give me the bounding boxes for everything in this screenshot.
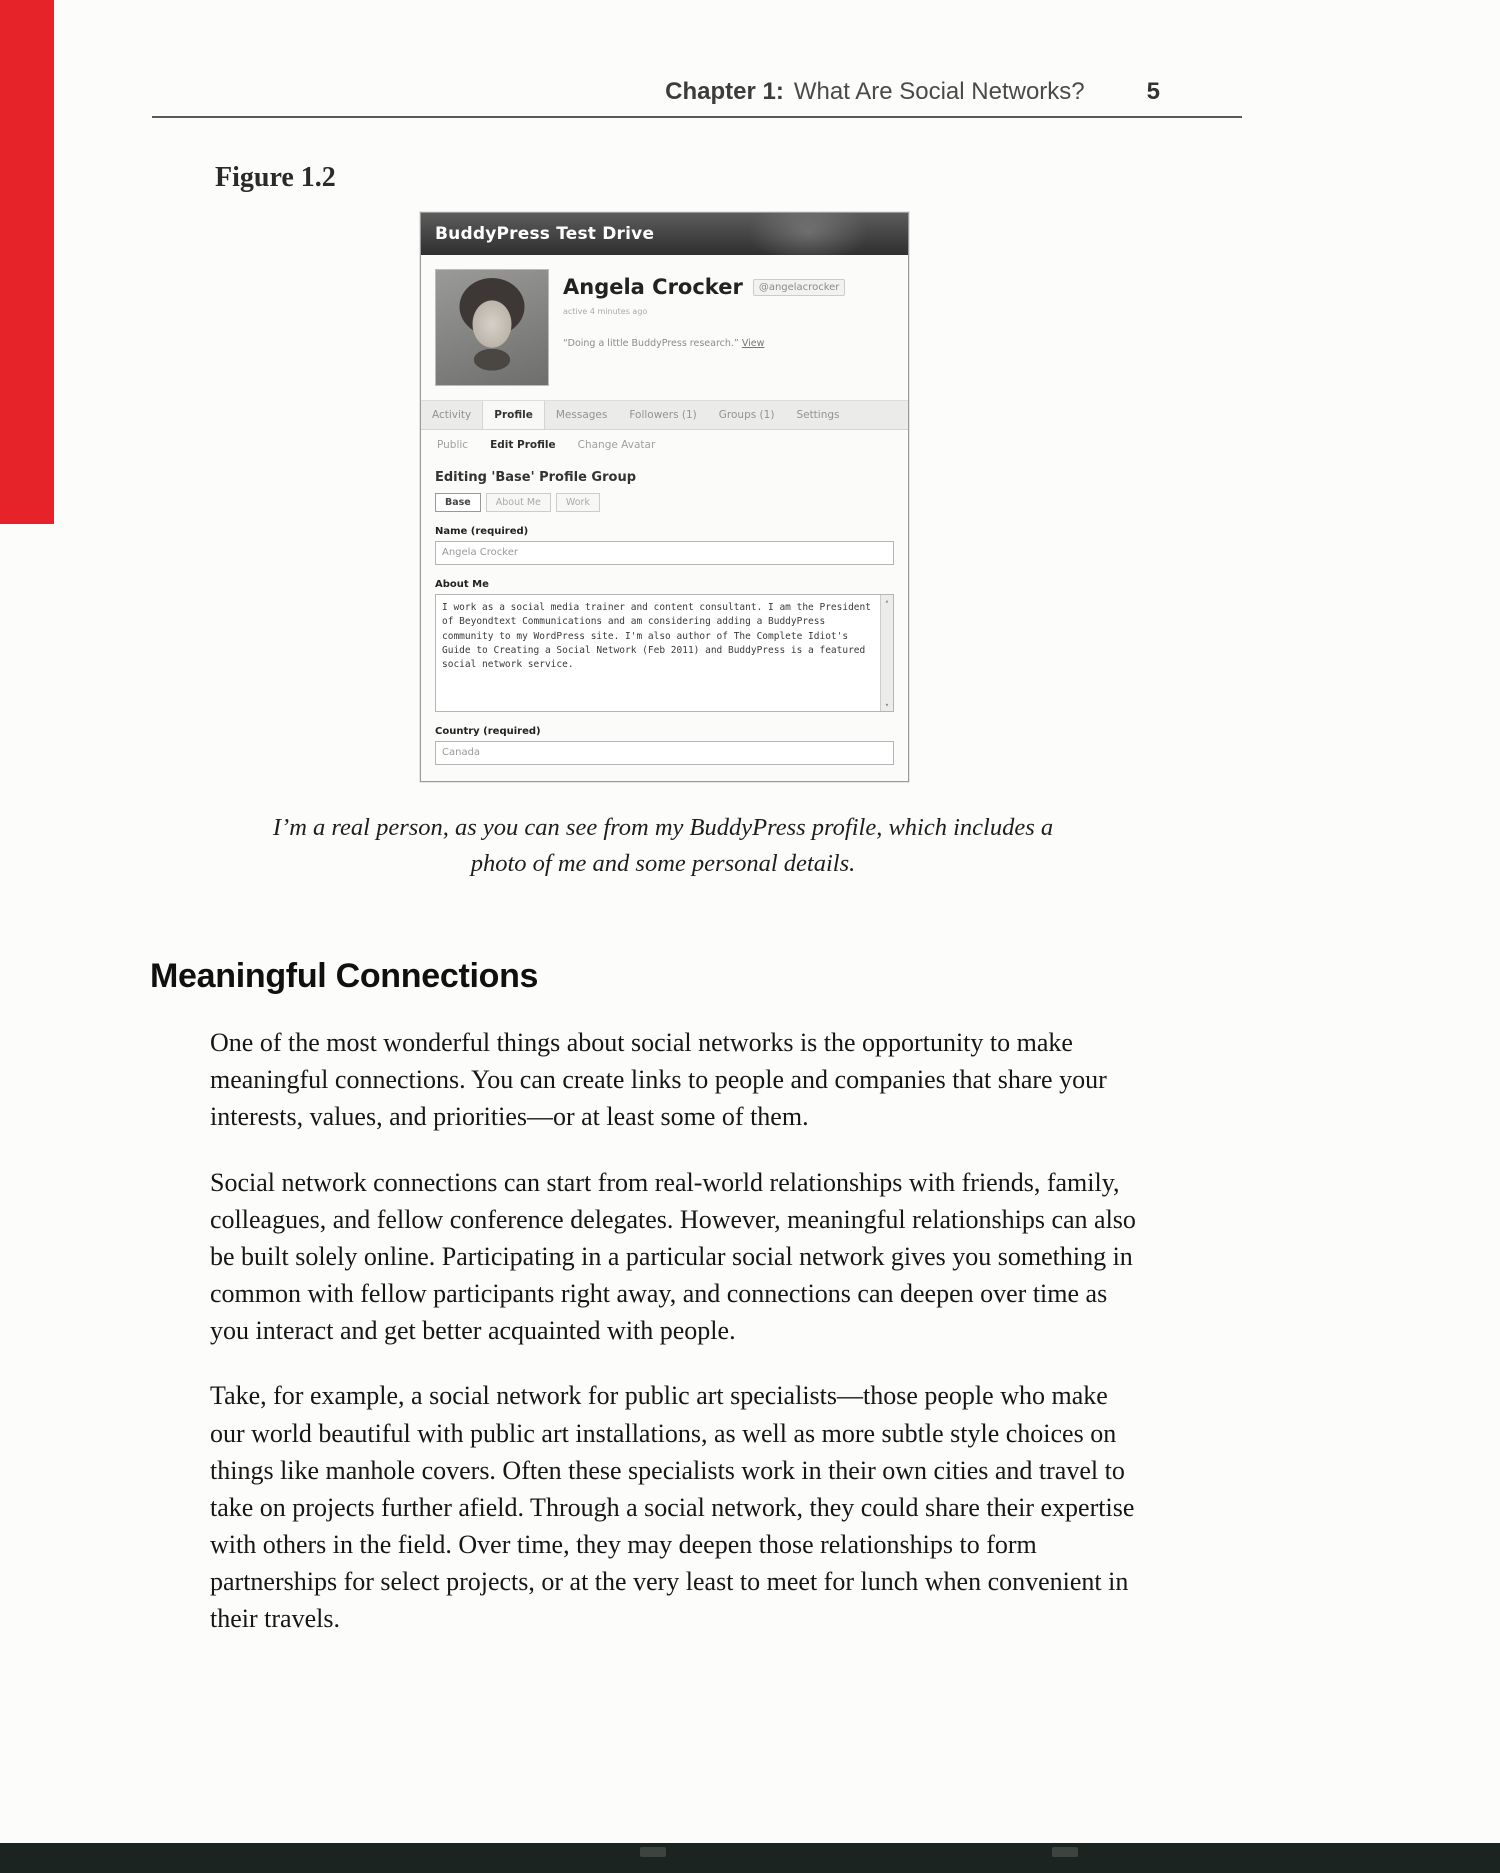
figure-label: Figure 1.2 [215,162,336,193]
chapter-title: What Are Social Networks? [793,78,1085,105]
body-copy [210,1024,1148,1638]
buddypress-title-bar [421,213,908,255]
footer-notch [1052,1847,1078,1857]
paragraph-1: One of the most wonderful things about social networks is the opportunity to make meaningful connections. You can create links to people and companies that share your interests, values, and priorities—or at least some of them. [210,1028,1107,1132]
footer-scan-strip [0,1843,1500,1873]
header-rule [152,116,1242,118]
profile-identity [563,269,894,386]
tab-profile[interactable]: Profile [482,401,545,429]
profile-group-tabs [421,493,908,512]
about-me-text: I work as a social media trainer and content consultant. I am the President of Beyondtext Communications and am considering adding a BuddyPress community to my WordPress site. I'm also author of The Complete Idiot's Guide to Creating a Social Network (Feb 2011) and BuddyPress is a featured social network service. [442,602,871,670]
textarea-scrollbar[interactable] [880,595,893,711]
profile-subtab-bar [421,430,908,460]
name-input[interactable]: Angela Crocker [435,541,894,565]
buddypress-screenshot [420,212,909,782]
tab-followers[interactable]: Followers (1) [629,409,697,421]
screenshot-bottom-padding [421,765,908,781]
tab-activity[interactable]: Activity [432,409,472,421]
site-title: BuddyPress Test Drive [435,224,655,244]
tab-groups[interactable]: Groups (1) [718,409,775,421]
subtab-edit-profile[interactable]: Edit Profile [490,439,556,451]
country-input[interactable]: Canada [435,741,894,765]
country-field-label: Country (required) [435,726,541,737]
figure-caption: I’m a real person, as you can see from my BuddyPress profile, which includes a photo of me and some personal details. [272,814,1054,877]
profile-photo [435,269,549,386]
about-me-textarea[interactable] [435,594,894,712]
scroll-up-icon[interactable]: ▴ [884,597,890,605]
scan-glare [748,213,868,255]
subtab-public[interactable]: Public [437,439,469,451]
last-active-text: active 4 minutes ago [563,307,648,316]
group-tab-base[interactable]: Base [435,493,481,512]
profile-tab-bar [421,400,908,430]
status-update-text: “Doing a little BuddyPress research.” [563,338,739,349]
chapter-header [152,0,1242,106]
page-number: 5 [1146,78,1160,105]
tab-messages[interactable]: Messages [555,409,608,421]
paragraph-3: Take, for example, a social network for public art specialists—those people who make our world beautiful with public art installations, as well as more subtle style choices on things like manhole covers. Often these specialists work in their own cities and travel to take on projects further afield. Through a social network, they could share their expertise with others in the field. Over time, they may deepen those relationships to form partnerships for select projects, or at the very least to meet for lunch when convenient in their travels. [210,1381,1135,1634]
red-edge-strip [0,0,54,524]
profile-handle-badge[interactable]: @angelacrocker [753,279,846,296]
chapter-label: Chapter 1: [665,78,784,105]
group-tab-about-me[interactable]: About Me [486,493,551,512]
paragraph-2: Social network connections can start from real-world relationships with friends, family, colleagues, and fellow conference delegates. However, meaningful relationships can also be built solely online. Participating in a particular social network gives you something in common with fellow participants right away, and connections can deepen over time as you interact and get better acquainted with people. [210,1167,1136,1346]
profile-header [421,255,908,390]
scroll-down-icon[interactable]: ▾ [884,700,890,709]
status-view-link[interactable]: View [741,338,765,349]
section-heading: Meaningful Connections [150,957,539,996]
tab-settings[interactable]: Settings [796,409,840,421]
about-field-label: About Me [435,579,489,590]
group-tab-work[interactable]: Work [556,493,600,512]
profile-name: Angela Crocker [563,275,743,299]
subtab-change-avatar[interactable]: Change Avatar [577,439,656,451]
name-field-label: Name (required) [435,526,529,537]
editing-group-heading: Editing 'Base' Profile Group [435,470,636,485]
footer-notch [640,1847,666,1857]
